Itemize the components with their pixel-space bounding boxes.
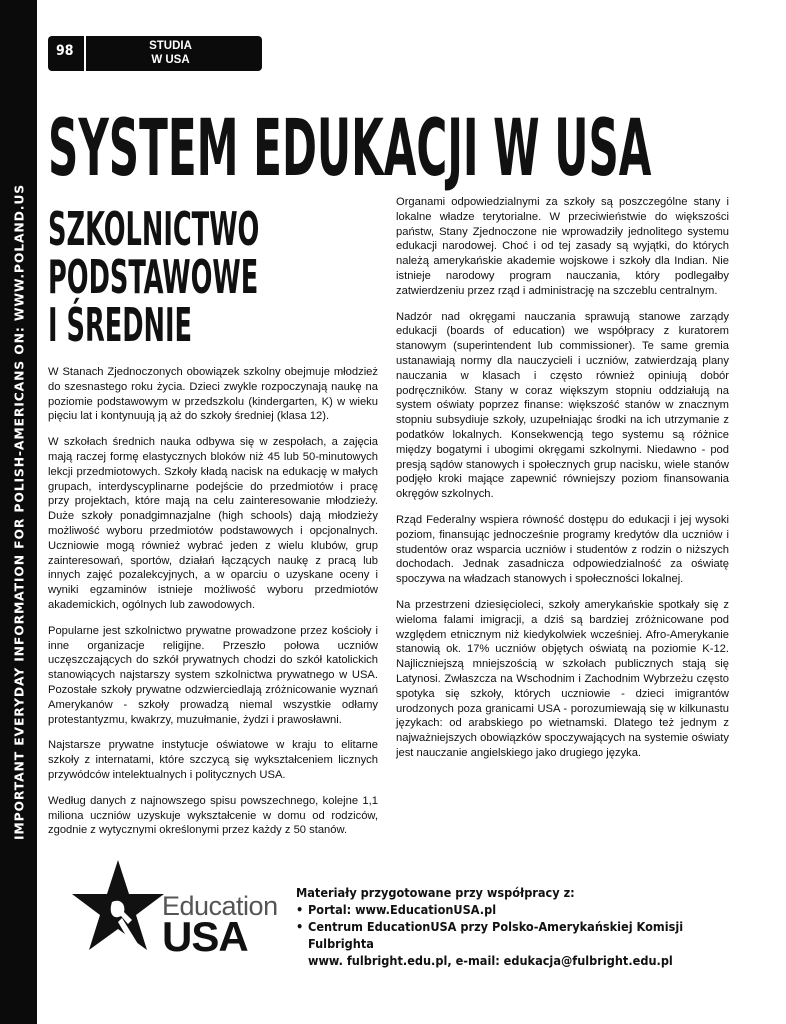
bullet-icon: •	[296, 902, 304, 917]
paragraph: Najstarsze prywatne instytucje oświatowe w kraju to elitarne szkoły z internatami, które szczycą się wykształceniem licznych przywódców intelektualnych i politycznych USA.	[48, 739, 378, 781]
bullet-icon: •	[296, 919, 304, 934]
tab-divider	[84, 36, 86, 71]
article-title: SYSTEM EDUKACJI W USA	[48, 104, 652, 194]
page-header-tab	[48, 36, 262, 71]
section-heading-line1: SZKOLNICTWO	[48, 202, 260, 256]
section-heading	[48, 202, 260, 365]
page-number: 98	[56, 43, 74, 59]
credits-block	[296, 884, 746, 969]
paragraph: Rząd Federalny wspiera równość dostępu do edukacji i jej wysoki poziom, finansując jednocześnie programy kredytów dla uczniów i studentów oraz wsparcia uczniów i studentów z rodzin o niższych dochodach. Jednak zasadnicza odpowiedzialność za oświatę spoczywa na władzach stanowych i społeczności lokalnej.	[396, 513, 729, 586]
credit-item	[296, 901, 746, 918]
section-label-line1: STUDIA	[149, 40, 192, 52]
paragraph: Na przestrzeni dziesięcioleci, szkoły amerykańskie spotkały się z wieloma falami imigracji, a dziś są bardziej zróżnicowane pod względem etnicznym niż kiedykolwiek wcześniej. Afro-Amerykanie stanowią ok. 17% uczniów objętych oświatą na poziomie K-12. Najliczniejszą mniejszością w szkołach publicznych stają się Latynosi. Zwłaszcza na Wschodnim i Zachodnim Wybrzeżu często spotyka się szkoły, których uczniowie - dzieci imigrantów urodzonych poza granicami USA - porozumiewają się w kilkunastu językach: od arabskiego po wietnamski. Dlatego też jednym z najważniejszych obowiązków spoczywających na systemie oświaty jest nauczanie angielskiego jako drugiego języka.	[396, 598, 729, 759]
sidebar-vertical-text: IMPORTANT EVERYDAY INFORMATION FOR POLISH-AMERICANS ON: WWW.POLAND.US	[11, 183, 27, 841]
credit-item	[296, 918, 746, 952]
section-heading-line3: I ŚREDNIE	[48, 298, 193, 352]
credit-contact-links[interactable]: www. fulbright.edu.pl, e-mail: edukacja@fulbright.edu.pl	[308, 953, 673, 968]
left-column	[48, 202, 378, 849]
paragraph: Organami odpowiedzialnymi za szkoły są poszczególne stany i lokalne władze terytorialne. W przeciwieństwie do większości państw, Stany Zjednoczone nie wprowadziły jednolitego systemu edukacji narodowej. Choć i od tej zasady są wyjątki, do których należą amerykańskie akademie wojskowe i szkoły dla Indian. Nie istnieje narodowy program nauczania, który podlegałby zatwierdzeniu przez rząd i administrację na szczeblu centralnym.	[396, 196, 729, 297]
paragraph: Nadzór nad okręgami nauczania sprawują stanowe zarządy edukacji (boards of education) we współpracy z kuratorem stanowym (superintendent lub commissioner). Te same gremia ustanawiają normy dla nauczycieli i uczniów, zatwierdzają plany nauczania w klasach i często również opiniują dobór podręczników. Stany w coraz większym stopniu oddziałują na system oświaty poprzez finanse: większość stanów w znacznym stopniu subsydiuje szkoły, uzupełniając środki na ich utrzymanie z podatków lokalnych. Konsekwencją tego systemu są różnice między bogatymi i ubogimi okręgami szkolnymi. Niedawno - pod presją sądów stanowych i społecznych grup nacisku, wiele stanów podjęło kroki mające zapewnić równiejszy poziom finansowania okręgów szkolnych.	[396, 310, 729, 501]
credits-heading: Materiały przygotowane przy współpracy z:	[296, 885, 575, 900]
section-label-line2: W USA	[151, 54, 190, 66]
sidebar-band	[0, 0, 37, 1024]
section-label	[128, 39, 213, 67]
paragraph: Według danych z najnowszego spisu powszechnego, kolejne 1,1 miliona uczniów uzyskuje wykształcenie w domu od rodziców, zgodnie z wytycznymi określonymi przez każdy z 50 stanów.	[48, 794, 378, 837]
paragraph: Popularne jest szkolnictwo prywatne prowadzone przez kościoły i inne organizacje religijne. Przeszło połowa uczniów uczęszczających do szkół prywatnych chodzi do szkół katolickich stanowiących najstarszy system szkolnictwa prywatnego w USA. Pozostałe szkoły prywatne odzwierciedlają zróżnicowanie wyznań Amerykanów - szkoły prowadzą niemal wszystkie odłamy protestantyzmu, kwakrzy, muzułmanie, żydzi i prawosławni.	[48, 624, 378, 726]
section-heading-line2: PODSTAWOWE	[48, 250, 259, 304]
education-usa-logo	[72, 858, 282, 958]
credit-portal-link[interactable]: Portal: www.EducationUSA.pl	[308, 902, 497, 917]
credit-fulbright: Centrum EducationUSA przy Polsko-Amerykańskiej Komisji Fulbrighta	[308, 919, 684, 951]
logo-text-usa: USA	[162, 913, 248, 960]
logo-text-education: Education	[162, 891, 278, 921]
right-column	[396, 195, 729, 772]
paragraph: W szkołach średnich nauka odbywa się w zespołach, a zajęcia mają raczej formę elastycznych bloków niż 45 lub 50-minutowych lekcji przedmiotowych. Szkoły kładą nacisk na edukację w małych grupach, interdyscyplinarne podejście do przedmiotów i pracę przy projektach, które mają na celu zainteresowanie młodzieży. Duże szkoły ponadgimnazjalne (high schools) dają młodzieży możliwość wyboru przedmiotów podstawowych i opcjonalnych. Uczniowie mogą również wybrać jeden z wielu klubów, grup zainteresowań, sportów, działań łączących naukę z pracą lub innych zajęć pozalekcyjnych, a w oparciu o uzyskane oceny i wyniki egzaminów istnieje możliwość wyboru przedmiotów akademickich, ogólnych lub zawodowych.	[48, 436, 378, 611]
paragraph: W Stanach Zjednoczonych obowiązek szkolny obejmuje młodzież do szesnastego roku życia. Dzieci zwykle rozpoczynają naukę na poziomie podstawowym w przedszkolu (kindergarten, K) w wieku pięciu lat i kontynuują ją aż do szkoły średniej (klasa 12).	[48, 366, 378, 423]
star-icon	[72, 858, 164, 954]
